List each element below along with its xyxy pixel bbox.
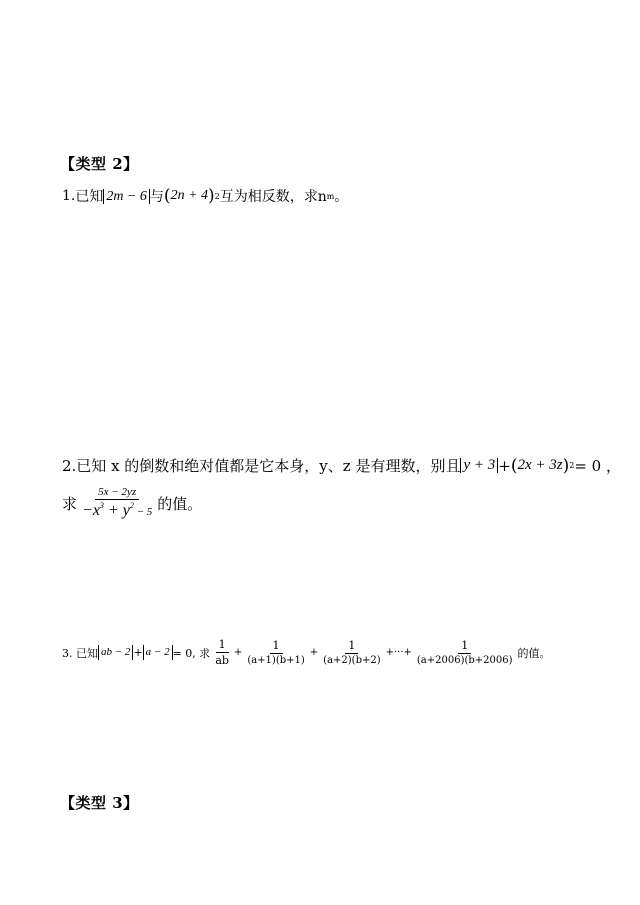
question-1	[62, 186, 348, 206]
question-2-line-1	[62, 455, 621, 476]
q2-fraction-numerator: 5x − 2yz	[95, 486, 139, 500]
q2-den-a-sup: 3	[99, 501, 104, 510]
q1-paren-open: (	[163, 186, 171, 206]
q1-paren-expression: 2n + 4	[170, 188, 209, 203]
q2-den-c: − 5	[133, 506, 153, 518]
q2-line1-text: 2.已知 x 的倒数和绝对值都是它本身，y、z 是有理数，别且	[62, 457, 461, 475]
q3-f4-denominator: (a+2006)(b+2006)	[416, 655, 513, 666]
q3-f3-numerator: 1	[345, 639, 358, 654]
q2-equals: = 0 ，	[574, 457, 621, 475]
q3-f1-numerator: 1	[216, 638, 229, 653]
q1-prefix: 已知	[75, 189, 104, 205]
q3-fraction-2	[244, 639, 307, 666]
q3-f2-denominator: (a+1)(b+1)	[247, 655, 305, 666]
q2-paren-open: (	[510, 455, 518, 476]
q1-mid-text: 与	[149, 189, 164, 205]
q1-end: 。	[334, 189, 349, 205]
q1-paren-close: )	[208, 186, 215, 206]
q3-f2-numerator: 1	[270, 639, 283, 654]
q1-number: 1.	[62, 188, 76, 204]
q3-f1-denominator: ab	[215, 654, 229, 667]
q1-post-sup: m	[326, 191, 335, 201]
q3-f3-denominator: (a+2)(b+2)	[323, 655, 381, 666]
type3-heading: 【类型 3】	[60, 794, 139, 812]
q2-plus: +	[498, 456, 511, 475]
q3-dots: +···+	[385, 647, 412, 658]
q1-power: 2	[214, 191, 220, 201]
q3-f4-numerator: 1	[458, 639, 471, 654]
q3-fraction-3	[320, 639, 383, 666]
q1-post-text: 互为相反数，求n	[219, 189, 327, 205]
question-3	[62, 638, 551, 667]
q3-plus: +	[133, 646, 143, 659]
q3-plus-1: +	[233, 647, 243, 658]
q2-fraction	[79, 486, 155, 520]
q2-absolute-expression: y + 3	[460, 458, 498, 473]
q2-den-a: −x	[82, 502, 100, 519]
q3-plus-2: +	[309, 647, 319, 658]
type2-heading: 【类型 2】	[60, 155, 139, 173]
q2-den-b-sup: 2	[129, 501, 134, 510]
q2-fraction-denominator	[79, 500, 155, 520]
q1-absolute-expression: 2m − 6	[103, 189, 150, 204]
q2-line2-suffix: 的值。	[157, 494, 203, 513]
q2-power: 2	[569, 461, 575, 470]
question-2-line-2	[62, 486, 202, 520]
q3-fraction-1	[212, 638, 232, 667]
q2-paren-close: )	[562, 455, 570, 476]
q2-line2-prefix: 求	[62, 494, 78, 513]
q2-paren-expression: 2x + 3z	[517, 457, 563, 473]
q3-absolute-2: a − 2	[143, 645, 173, 660]
q3-suffix: 的值。	[517, 646, 551, 660]
q3-equals: = 0, 求	[172, 646, 211, 660]
q2-den-b: + y	[103, 502, 130, 519]
q3-fraction-4	[414, 639, 516, 666]
q3-prefix: 3. 已知	[62, 646, 98, 660]
q3-absolute-1: ab − 2	[98, 645, 133, 660]
